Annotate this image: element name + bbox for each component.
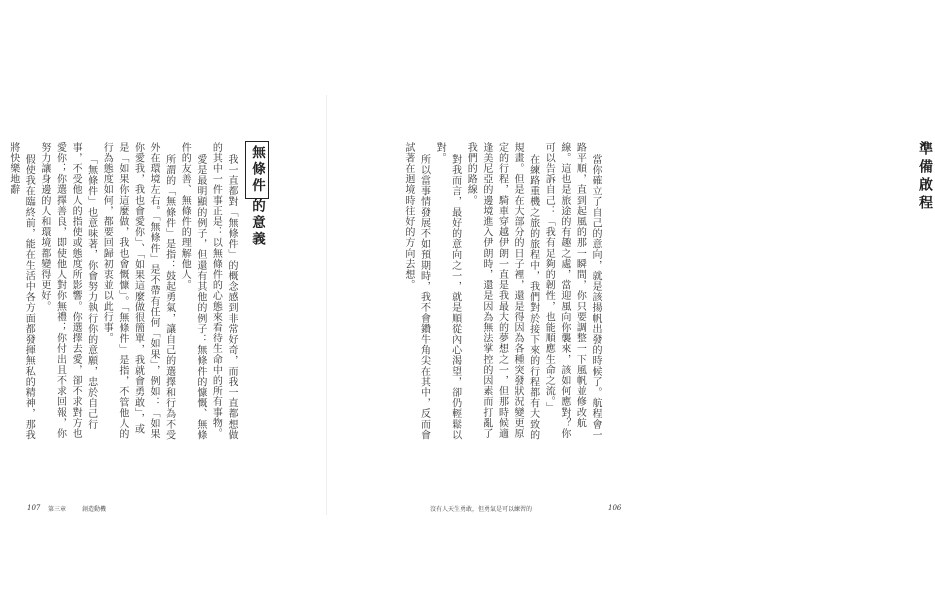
paragraph: 愛是最明顯的例子，但還有其他的例子：無條件的慷慨、無條件的友善、無條件的理解他人。: [179, 142, 206, 441]
paragraph: 假使我在臨終前，能在生活中各方面都發揮無私的精神，那我將快樂地辭: [7, 142, 35, 441]
section-heading-unconditional: [245, 141, 269, 248]
section-heading-departure: 準備啟程: [917, 141, 933, 213]
right-body-text: [400, 142, 603, 442]
paragraph: 在練路重機之旅的旅程中，我們對於接下來的行程都有大致的規畫。但是在大部分的日子裡，還是得因為各種突發狀況變更原定的行程，騎車穿越伊朗一直是我最大的夢想之一，但那時候適逢美尼亞的邊境進入伊朗時，還是因為無法掌控的因素而打亂了我們的路線。: [465, 142, 539, 441]
left-page: [0, 0, 327, 609]
chapter-label: 第三章: [48, 506, 67, 513]
paragraph: 當你確立了自己的意向，就是該揚帆出發的時候了。航程會一路平順，直到起風的那一瞬間，你只要調整一下風帆並修改航線。這也是旅途的有趣之處，當迎風向你襲來，該如何應對？你可以告訴自己：「我有足夠的韌性，也能順應生命之流。」: [543, 142, 601, 441]
paragraph: 所謂的「無條件」是指：鼓起勇氣，讓自己的選擇和行為不受外在環境左右。「無條件」是不帶有任何「如果」，例如：「如果你愛我，我也會愛你」、「如果這麼做很簡單，我就會勇敢」，或是「如果你這麼做，我也會慨慷」。「無條件」是指，不管他人的行為態度如何，都要回歸初衷並以此行事。: [101, 142, 175, 441]
running-title: 沒有人天生勇敢，但勇氣是可以練習的: [430, 506, 533, 513]
page-number-left: 107: [27, 504, 41, 512]
page-number-right: 106: [608, 504, 622, 512]
paragraph: 我一直都對「無條件」的概念感到非常好奇，而我一直都想做的其中一件事正是：以無條件的心態來看待生命中的所有事物。: [210, 142, 237, 441]
paragraph: 「無條件」也意味著，你會努力執行你的意願，忠於自己行事，不受他人的指使或態度所影響。你選擇去愛，卻不求對方也愛你；你選擇善良，即使他人對你無禮；你付出且不求回報，你努力讓身邊的人和環境都變得更好。: [38, 142, 97, 439]
chapter-title: 創造動機: [82, 506, 107, 513]
heading-rest: 的意義: [249, 198, 265, 248]
paragraph: 所以當事情發展不如預期時，我不會鑽牛角尖在其中，反而會試著在迴境時往好的方向去想。: [402, 142, 430, 441]
heading-boxed-term: 無條件: [245, 141, 269, 199]
left-body-text: [5, 142, 239, 442]
right-page: [327, 0, 933, 609]
paragraph: 對我而言，最好的意向之一，就是順從內心渴望，卻仍輕鬆以對。: [434, 142, 461, 441]
